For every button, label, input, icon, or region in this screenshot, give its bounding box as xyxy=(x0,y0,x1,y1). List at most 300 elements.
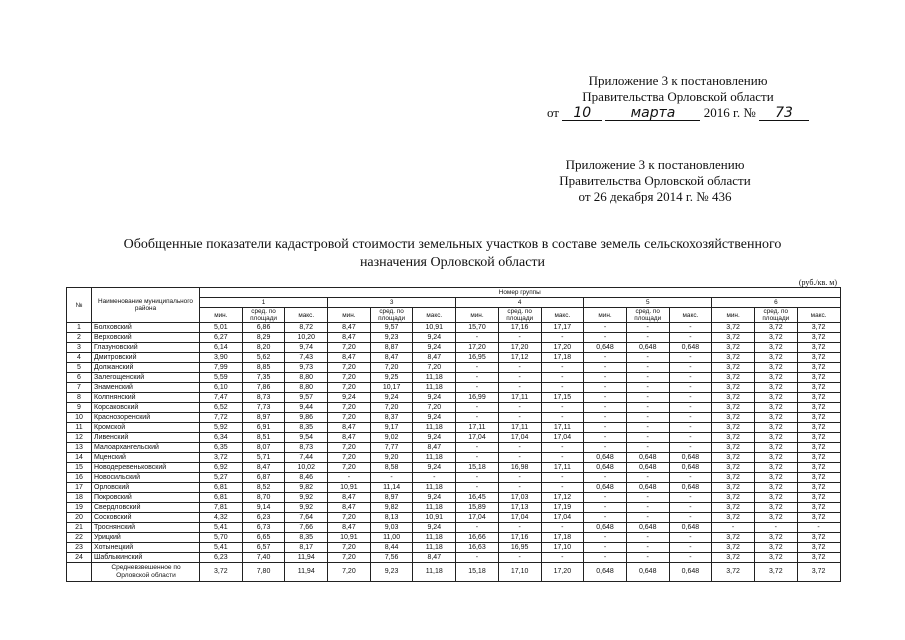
handwritten-number: 73 xyxy=(759,106,809,121)
cadastral-value-table xyxy=(66,287,841,582)
cell-value: 6,35 xyxy=(200,443,243,453)
cell-value: 9,57 xyxy=(285,393,328,403)
cell-value: - xyxy=(456,483,499,493)
cell-value: 8,47 xyxy=(328,433,371,443)
cell-district: Мценский xyxy=(92,453,200,463)
cell-value: 0,648 xyxy=(626,523,669,533)
cell-value: 8,07 xyxy=(242,443,285,453)
cell-value: - xyxy=(669,543,712,553)
resolution-header-original xyxy=(505,157,805,205)
cell-value: 7,20 xyxy=(328,363,371,373)
cell-num: 12 xyxy=(67,433,92,443)
group-header-6: 6 xyxy=(712,298,840,308)
cell-value: - xyxy=(669,433,712,443)
table-row-total xyxy=(67,563,841,582)
cell-value: 3,72 xyxy=(754,543,797,553)
cell-num: 2 xyxy=(67,333,92,343)
group-header-3: 3 xyxy=(328,298,456,308)
cell-value: - xyxy=(584,543,627,553)
cell-value: 3,72 xyxy=(754,383,797,393)
cell-value: - xyxy=(541,523,584,533)
cell-value: - xyxy=(626,533,669,543)
cell-value: 16,66 xyxy=(456,533,499,543)
cell-value: 9,82 xyxy=(285,483,328,493)
cell-value: 15,70 xyxy=(456,323,499,333)
cell-value: - xyxy=(456,413,499,423)
cell-value: 17,12 xyxy=(498,353,541,363)
cell-value: - xyxy=(456,373,499,383)
table-row xyxy=(67,473,841,483)
cell-value: 3,72 xyxy=(754,373,797,383)
cell-value: 8,47 xyxy=(328,493,371,503)
cell-value: 8,70 xyxy=(242,493,285,503)
cell-value: 11,18 xyxy=(413,503,456,513)
cell-value: - xyxy=(456,383,499,393)
cell-value: 8,51 xyxy=(242,433,285,443)
cell-value: - xyxy=(498,553,541,563)
cell-value: 7,40 xyxy=(242,553,285,563)
cell-value: - xyxy=(626,553,669,563)
cell-value: 3,72 xyxy=(754,503,797,513)
cell-value: 8,47 xyxy=(413,553,456,563)
cell-value: 3,72 xyxy=(797,483,840,493)
cell-value: 9,24 xyxy=(413,463,456,473)
cell-num: 16 xyxy=(67,473,92,483)
cell-value: - xyxy=(541,473,584,483)
cell-district: Корсаковский xyxy=(92,403,200,413)
cell-value: - xyxy=(626,513,669,523)
cell-value: 17,16 xyxy=(498,323,541,333)
cell-value: 9,23 xyxy=(370,563,413,582)
cell-value: 9,14 xyxy=(242,503,285,513)
cell-value: 9,24 xyxy=(413,343,456,353)
cell-value: 0,648 xyxy=(669,453,712,463)
cell-num: 19 xyxy=(67,503,92,513)
cell-value: - xyxy=(626,493,669,503)
cell-value: 3,72 xyxy=(797,333,840,343)
cell-value: 10,91 xyxy=(413,323,456,333)
cell-value: 3,72 xyxy=(754,353,797,363)
cell-value: 16,99 xyxy=(456,393,499,403)
cell-num: 15 xyxy=(67,463,92,473)
cell-value: - xyxy=(498,523,541,533)
cell-value: 0,648 xyxy=(584,453,627,463)
subheader-min: мин. xyxy=(328,308,371,323)
cell-value: 7,20 xyxy=(328,513,371,523)
table-row xyxy=(67,343,841,353)
cell-value: 6,23 xyxy=(242,513,285,523)
group-header-1: 1 xyxy=(200,298,328,308)
cell-value: 6,86 xyxy=(242,323,285,333)
cell-value: 11,14 xyxy=(370,483,413,493)
cell-value: 11,18 xyxy=(413,533,456,543)
cell-value: 3,72 xyxy=(797,533,840,543)
cell-value: - xyxy=(584,333,627,343)
cell-value: - xyxy=(669,353,712,363)
table-row xyxy=(67,423,841,433)
cell-value: 9,24 xyxy=(370,393,413,403)
cell-value: 7,20 xyxy=(328,553,371,563)
cell-value: 17,15 xyxy=(541,393,584,403)
cell-num: 20 xyxy=(67,513,92,523)
cell-value: 11,18 xyxy=(413,373,456,383)
table-row xyxy=(67,553,841,563)
cell-value: 16,45 xyxy=(456,493,499,503)
cell-value: 3,72 xyxy=(754,563,797,582)
cell-value: 6,10 xyxy=(200,383,243,393)
cell-value: 7,20 xyxy=(328,383,371,393)
cell-value: 0,648 xyxy=(584,343,627,353)
subheader-avg: сред. по площади xyxy=(626,308,669,323)
cell-num: 6 xyxy=(67,373,92,383)
cell-num: 3 xyxy=(67,343,92,353)
cell-value: 8,58 xyxy=(370,463,413,473)
cell-value: - xyxy=(584,413,627,423)
cell-value: 11,94 xyxy=(285,553,328,563)
cell-value: 5,27 xyxy=(200,473,243,483)
cell-value: 8,35 xyxy=(285,533,328,543)
cell-district: Свердловский xyxy=(92,503,200,513)
cell-value: 5,41 xyxy=(200,523,243,533)
cell-value: 9,92 xyxy=(285,493,328,503)
cell-value: 8,47 xyxy=(413,353,456,363)
cell-value: - xyxy=(541,373,584,383)
cell-district: Средневзвешенное по Орловской области xyxy=(92,563,200,582)
header-line-government: Правительства Орловской области xyxy=(582,89,774,104)
cell-value: 8,47 xyxy=(242,463,285,473)
cell-value: 0,648 xyxy=(669,463,712,473)
cell-value: - xyxy=(541,483,584,493)
cell-value: 7,20 xyxy=(370,363,413,373)
cell-value: 7,66 xyxy=(285,523,328,533)
table-row xyxy=(67,433,841,443)
cell-value: 7,20 xyxy=(328,373,371,383)
cell-value: 5,59 xyxy=(200,373,243,383)
cell-value: - xyxy=(498,453,541,463)
cell-value: 17,10 xyxy=(541,543,584,553)
cell-value: - xyxy=(584,393,627,403)
cell-value: - xyxy=(669,363,712,373)
cell-value: 3,72 xyxy=(712,483,755,493)
cell-value: - xyxy=(669,333,712,343)
cell-value: 0,648 xyxy=(669,523,712,533)
table-row xyxy=(67,463,841,473)
cell-value: - xyxy=(541,383,584,393)
cell-value: 3,72 xyxy=(797,353,840,363)
cell-value: - xyxy=(584,383,627,393)
cell-value: - xyxy=(541,403,584,413)
cell-value: 6,73 xyxy=(242,523,285,533)
cell-district: Дмитровский xyxy=(92,353,200,363)
table-row xyxy=(67,373,841,383)
cell-value: 0,648 xyxy=(626,463,669,473)
cell-value: 9,24 xyxy=(413,333,456,343)
cell-value: - xyxy=(626,333,669,343)
cell-num: 9 xyxy=(67,403,92,413)
cell-value: 3,72 xyxy=(754,363,797,373)
cell-value: 3,72 xyxy=(797,403,840,413)
cell-value: 10,20 xyxy=(285,333,328,343)
table-row xyxy=(67,453,841,463)
cell-value: 4,32 xyxy=(200,513,243,523)
cell-district: Троснянский xyxy=(92,523,200,533)
header-line-date: от 26 декабря 2014 г. № 436 xyxy=(578,189,732,204)
cell-value: 9,03 xyxy=(370,523,413,533)
cell-value: 0,648 xyxy=(669,563,712,582)
cell-value: 9,74 xyxy=(285,343,328,353)
cell-district: Должанский xyxy=(92,363,200,373)
cell-value: 3,72 xyxy=(797,503,840,513)
cell-value: 17,18 xyxy=(541,353,584,363)
cell-value: 7,20 xyxy=(328,443,371,453)
resolution-header-new xyxy=(528,73,828,121)
cell-district: Кромской xyxy=(92,423,200,433)
table-row xyxy=(67,533,841,543)
cell-value: 0,648 xyxy=(584,463,627,473)
subheader-max: макс. xyxy=(541,308,584,323)
cell-value: - xyxy=(456,473,499,483)
cell-district: Урицкий xyxy=(92,533,200,543)
cell-value: 8,46 xyxy=(285,473,328,483)
cell-value: 8,87 xyxy=(370,343,413,353)
cell-value: 7,20 xyxy=(413,403,456,413)
cell-value: 3,72 xyxy=(797,363,840,373)
cell-value: 17,12 xyxy=(541,493,584,503)
header-group-number: Номер группы xyxy=(200,288,841,298)
cell-value: - xyxy=(498,473,541,483)
cell-value: 7,20 xyxy=(413,363,456,373)
cell-num: 13 xyxy=(67,443,92,453)
cell-value: 7,73 xyxy=(242,403,285,413)
cell-value: - xyxy=(712,523,755,533)
table-row xyxy=(67,523,841,533)
cell-value: 6,81 xyxy=(200,483,243,493)
cell-value: 8,80 xyxy=(285,383,328,393)
cell-value: - xyxy=(584,373,627,383)
cell-value: 3,72 xyxy=(754,423,797,433)
cell-value: 6,87 xyxy=(242,473,285,483)
cell-value: 0,648 xyxy=(626,563,669,582)
cell-value: 8,47 xyxy=(328,503,371,513)
cell-value: 17,18 xyxy=(541,533,584,543)
cell-value: 6,34 xyxy=(200,433,243,443)
header-line-annex: Приложение 3 к постановлению xyxy=(588,73,768,88)
cell-value: 17,11 xyxy=(498,393,541,403)
table-row xyxy=(67,413,841,423)
cell-num: 21 xyxy=(67,523,92,533)
cell-value: 9,73 xyxy=(285,363,328,373)
cell-value: 17,03 xyxy=(498,493,541,503)
cell-value: 0,648 xyxy=(669,343,712,353)
cell-value: 7,86 xyxy=(242,383,285,393)
cell-value: 10,02 xyxy=(285,463,328,473)
cell-value: 8,47 xyxy=(413,443,456,453)
cell-value: 3,72 xyxy=(712,533,755,543)
cell-value: 17,11 xyxy=(541,423,584,433)
cell-value: 7,99 xyxy=(200,363,243,373)
cell-value: 0,648 xyxy=(626,343,669,353)
cell-value: 3,72 xyxy=(754,333,797,343)
cell-value: - xyxy=(669,443,712,453)
cell-value: - xyxy=(669,423,712,433)
cell-district: Глазуновский xyxy=(92,343,200,353)
cell-value: 3,72 xyxy=(712,553,755,563)
cell-num: 24 xyxy=(67,553,92,563)
cell-value: 17,04 xyxy=(541,513,584,523)
cell-value: 7,64 xyxy=(285,513,328,523)
cell-value: 3,72 xyxy=(797,493,840,503)
cell-value: - xyxy=(584,403,627,413)
cell-value: 7,77 xyxy=(370,443,413,453)
cell-value: - xyxy=(669,473,712,483)
cell-value: - xyxy=(584,473,627,483)
cell-value: 17,13 xyxy=(498,503,541,513)
cell-value: 9,92 xyxy=(285,503,328,513)
cell-value: 9,24 xyxy=(328,393,371,403)
table-row xyxy=(67,363,841,373)
cell-value: - xyxy=(456,453,499,463)
cell-value: - xyxy=(541,413,584,423)
cell-value: - xyxy=(584,533,627,543)
cell-num: 18 xyxy=(67,493,92,503)
cell-value: 0,648 xyxy=(626,453,669,463)
cell-value: - xyxy=(498,483,541,493)
table-row xyxy=(67,503,841,513)
cell-value: 3,72 xyxy=(797,383,840,393)
cell-value: 3,72 xyxy=(200,563,243,582)
subheader-max: макс. xyxy=(669,308,712,323)
cell-value: 3,72 xyxy=(754,473,797,483)
cell-value: 7,20 xyxy=(328,463,371,473)
cell-num: 8 xyxy=(67,393,92,403)
cell-district: Новодеревеньковский xyxy=(92,463,200,473)
cell-value: - xyxy=(669,403,712,413)
cell-value: - xyxy=(584,423,627,433)
cell-value: - xyxy=(626,363,669,373)
cell-value: 17,20 xyxy=(456,343,499,353)
cell-value: 3,72 xyxy=(712,333,755,343)
cell-value: 3,72 xyxy=(754,493,797,503)
cell-district: Болховский xyxy=(92,323,200,333)
cell-district: Хотынецкий xyxy=(92,543,200,553)
cell-value: - xyxy=(669,533,712,543)
cell-value: - xyxy=(456,363,499,373)
cell-value: 3,72 xyxy=(754,553,797,563)
cell-value: - xyxy=(456,403,499,413)
cell-value: - xyxy=(584,513,627,523)
cell-value: 8,47 xyxy=(328,523,371,533)
cell-num: 11 xyxy=(67,423,92,433)
cell-value: 8,47 xyxy=(328,353,371,363)
table-row xyxy=(67,443,841,453)
cell-value: 17,20 xyxy=(498,343,541,353)
cell-value: 17,17 xyxy=(541,323,584,333)
cell-value: 3,72 xyxy=(754,323,797,333)
cell-value: 3,72 xyxy=(712,453,755,463)
cell-value: - xyxy=(584,493,627,503)
cell-value: 3,72 xyxy=(754,513,797,523)
cell-value: 10,17 xyxy=(370,383,413,393)
cell-value: 6,23 xyxy=(200,553,243,563)
cell-value: 8,47 xyxy=(328,323,371,333)
cell-value: - xyxy=(584,363,627,373)
cell-value: 17,04 xyxy=(456,513,499,523)
cell-value: - xyxy=(456,523,499,533)
cell-district: Залегощенский xyxy=(92,373,200,383)
cell-value: - xyxy=(626,473,669,483)
year-number-label: 2016 г. № xyxy=(703,105,756,120)
cell-value: 10,91 xyxy=(328,483,371,493)
from-label: от xyxy=(546,105,559,120)
cell-value: 3,72 xyxy=(200,453,243,463)
cell-value: 6,27 xyxy=(200,333,243,343)
cell-value: 6,91 xyxy=(242,423,285,433)
cell-value: 7,20 xyxy=(328,413,371,423)
cell-value: 0,648 xyxy=(669,483,712,493)
cell-num: 1 xyxy=(67,323,92,333)
cell-value: 11,18 xyxy=(413,423,456,433)
table-row xyxy=(67,393,841,403)
cell-value: 7,81 xyxy=(200,503,243,513)
cell-value: 3,72 xyxy=(754,443,797,453)
cell-value: 5,71 xyxy=(242,453,285,463)
cell-value: 15,18 xyxy=(456,463,499,473)
cell-value: - xyxy=(456,333,499,343)
document-title xyxy=(90,236,815,272)
cell-value: 8,52 xyxy=(242,483,285,493)
cell-value: 3,72 xyxy=(797,553,840,563)
cell-value: - xyxy=(584,503,627,513)
cell-value: - xyxy=(626,353,669,363)
cell-value: 0,648 xyxy=(584,563,627,582)
cell-value: 3,72 xyxy=(797,343,840,353)
cell-value: - xyxy=(584,443,627,453)
subheader-min: мин. xyxy=(200,308,243,323)
cell-value: 17,16 xyxy=(498,533,541,543)
cell-value: 11,00 xyxy=(370,533,413,543)
cell-value: - xyxy=(669,383,712,393)
cell-value: 5,62 xyxy=(242,353,285,363)
cell-value: - xyxy=(626,403,669,413)
cell-district: Малоархангельский xyxy=(92,443,200,453)
cell-value: - xyxy=(584,323,627,333)
handwritten-day: 10 xyxy=(562,106,602,121)
cell-value: - xyxy=(456,553,499,563)
cell-value: 17,11 xyxy=(456,423,499,433)
subheader-min: мин. xyxy=(584,308,627,323)
cell-value: - xyxy=(626,423,669,433)
cell-value: - xyxy=(626,503,669,513)
table-row xyxy=(67,493,841,503)
cell-value: - xyxy=(626,413,669,423)
cell-value: 9,54 xyxy=(285,433,328,443)
header-line-annex: Приложение 3 к постановлению xyxy=(565,157,745,172)
cell-value: - xyxy=(626,373,669,383)
cell-value: 17,10 xyxy=(498,563,541,582)
cell-value: 7,20 xyxy=(328,563,371,582)
cell-value: - xyxy=(370,473,413,483)
cell-value: 9,02 xyxy=(370,433,413,443)
cell-value: 3,72 xyxy=(754,483,797,493)
cell-value: 9,25 xyxy=(370,373,413,383)
table-body xyxy=(67,323,841,582)
cell-value: 7,20 xyxy=(328,453,371,463)
cell-num: 23 xyxy=(67,543,92,553)
header-line-government: Правительства Орловской области xyxy=(559,173,751,188)
cell-value: 7,20 xyxy=(370,403,413,413)
cadastral-table-container xyxy=(66,287,840,582)
cell-value: - xyxy=(541,453,584,463)
